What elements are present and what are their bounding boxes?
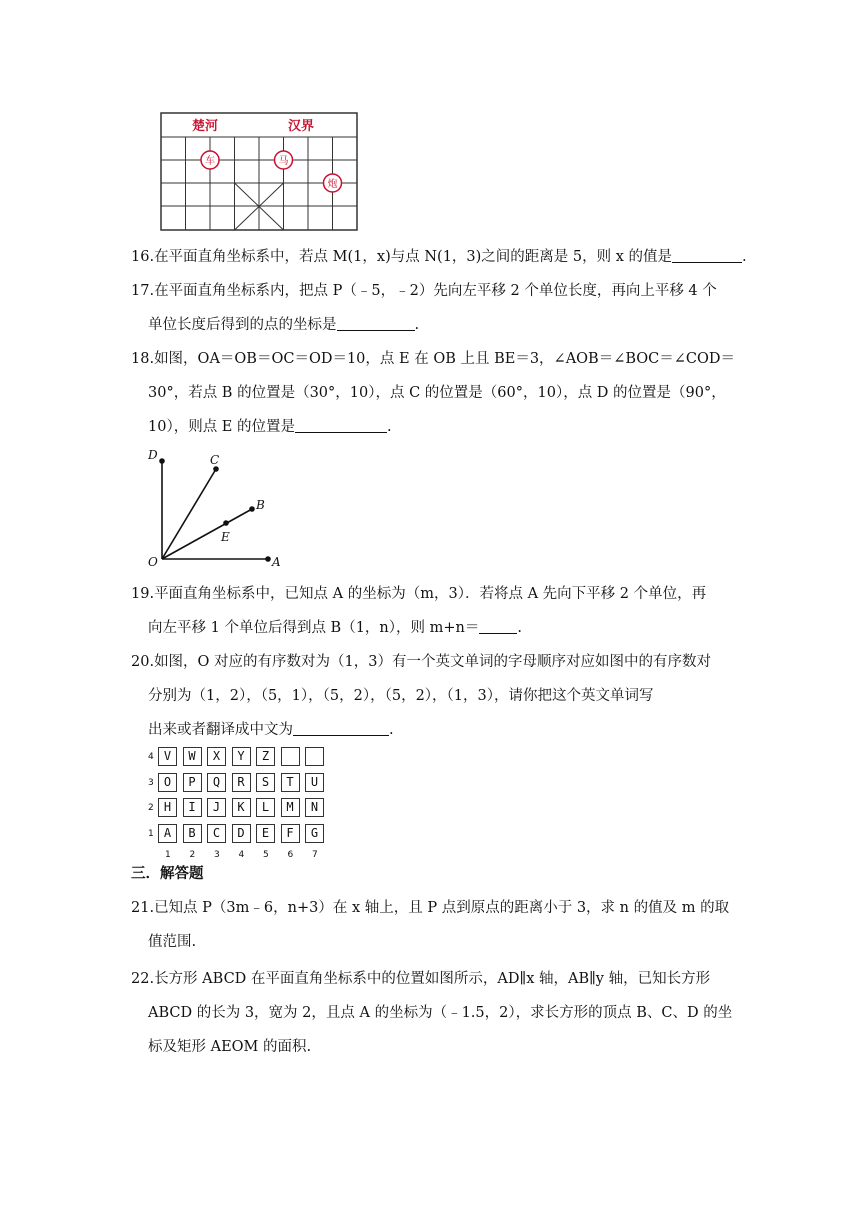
- angle-figure: [140, 445, 290, 570]
- svg-text:车: 车: [205, 156, 215, 167]
- period: .: [742, 249, 747, 265]
- answer-blank: [337, 314, 415, 331]
- question-text: 出来或者翻译成中文为: [148, 722, 293, 738]
- label-b: B: [256, 498, 265, 512]
- letter-cell: D: [232, 824, 251, 843]
- period: .: [387, 419, 392, 435]
- question-number: 16.: [131, 249, 155, 265]
- han-jie-label: 汉界: [288, 119, 315, 134]
- question-number: 22.: [131, 971, 155, 987]
- column-label: 6: [287, 850, 294, 860]
- letter-grid-figure: [146, 745, 346, 860]
- question-text: 长方形 ABCD 在平面直角坐标系中的位置如图所示，AD∥x 轴，AB∥y 轴，已知长方形: [154, 971, 711, 987]
- question-18: [131, 342, 736, 444]
- answer-blank: [479, 617, 517, 634]
- question-number: 20.: [131, 654, 155, 670]
- letter-cell: C: [207, 824, 226, 843]
- svg-text:炮: 炮: [327, 179, 338, 190]
- question-22: [131, 962, 731, 1064]
- label-o: O: [148, 555, 158, 569]
- letter-cell: F: [281, 824, 300, 843]
- question-text: 如图，O 对应的有序数对为（1，3）有一个英文单词的字母顺序对应如图中的有序数对: [154, 654, 712, 670]
- letter-cell: U: [305, 773, 324, 792]
- question-text: 向左平移 1 个单位后得到点 B（1，n），则 m+n＝: [148, 620, 480, 636]
- letter-cell: H: [158, 798, 177, 817]
- question-17: [131, 274, 731, 342]
- period: .: [414, 317, 420, 333]
- question-number: 17.: [131, 283, 155, 299]
- letter-cell: S: [256, 773, 275, 792]
- row-label: 3: [148, 777, 154, 788]
- question-16: [131, 240, 747, 274]
- letter-cell: Z: [256, 747, 275, 766]
- column-label: 5: [263, 850, 269, 860]
- chess-piece-pao: [324, 174, 342, 192]
- letter-cell: E: [256, 824, 275, 843]
- letter-cell: G: [305, 824, 324, 843]
- label-a: A: [272, 555, 281, 569]
- question-number: 18.: [131, 351, 155, 367]
- letter-cell: X: [207, 747, 226, 766]
- question-text: 单位长度后得到的点的坐标是: [148, 317, 337, 333]
- letter-cell: J: [207, 798, 226, 817]
- letter-cell: [305, 747, 324, 766]
- letter-cell: R: [232, 773, 251, 792]
- letter-cell: L: [256, 798, 275, 817]
- letter-cell: A: [158, 824, 177, 843]
- question-text: 平面直角坐标系中，已知点 A 的坐标为（m，3）．若将点 A 先向下平移 2 个单位，再: [154, 586, 707, 602]
- letter-cell: M: [281, 798, 300, 817]
- chess-piece-ma: [275, 151, 293, 169]
- chess-board-figure: [150, 108, 370, 233]
- row-label: 4: [148, 752, 154, 762]
- letter-cell: [281, 747, 300, 766]
- letter-cell: W: [183, 747, 202, 766]
- letter-cell: N: [305, 798, 324, 817]
- period: .: [389, 722, 394, 738]
- column-label: 1: [165, 850, 171, 860]
- letter-cell: Y: [232, 747, 251, 766]
- column-label: 7: [312, 850, 318, 860]
- period: .: [517, 620, 522, 636]
- column-label: 4: [238, 850, 245, 860]
- label-d: D: [148, 448, 158, 462]
- letter-cell: K: [232, 798, 251, 817]
- row-label: 2: [148, 803, 154, 813]
- letter-cell: O: [158, 773, 177, 792]
- chess-piece-che: [201, 151, 219, 169]
- section-heading: 三．解答题: [131, 866, 204, 882]
- answer-blank: [672, 246, 742, 263]
- chu-he-label: 楚河: [192, 119, 219, 134]
- question-text: 如图，OA＝OB＝OC＝OD＝10，点 E 在 OB 上且 BE＝3，∠AOB＝∠BOC＝∠COD＝: [154, 351, 736, 367]
- question-text: 已知点 P（3m﹣6，n+3）在 x 轴上，且 P 点到原点的距离小于 3，求 n 的值及 m 的取: [154, 900, 730, 916]
- column-label: 2: [189, 850, 196, 860]
- row-label: 1: [148, 828, 154, 839]
- svg-text:马: 马: [278, 156, 289, 167]
- column-label: 3: [214, 850, 220, 860]
- question-text: ABCD 的长为 3，宽为 2，且点 A 的坐标为（﹣1.5，2），求长方形的顶点 B、C、D 的坐: [148, 1005, 733, 1021]
- letter-cell: I: [183, 798, 202, 817]
- question-text: 30°，若点 B 的位置是（30°，10），点 C 的位置是（60°，10），点 D 的位置是（90°，: [148, 385, 726, 401]
- label-c: C: [210, 453, 220, 467]
- letter-cell: T: [281, 773, 300, 792]
- question-text: 值范围.: [148, 934, 197, 950]
- question-text: 在平面直角坐标系中，若点 M(1，x)与点 N(1，3)之间的距离是 5，则 x 的值是: [154, 249, 673, 265]
- question-19: [131, 577, 731, 645]
- letter-cell: V: [158, 747, 177, 766]
- answer-blank: [293, 719, 389, 736]
- question-20: [131, 645, 731, 747]
- question-number: 19.: [131, 586, 155, 602]
- label-e: E: [221, 530, 230, 544]
- question-number: 21.: [131, 900, 155, 916]
- question-text: 标及矩形 AEOM 的面积.: [148, 1039, 312, 1055]
- letter-cell: P: [183, 773, 202, 792]
- question-text: 10），则点 E 的位置是: [148, 419, 296, 435]
- answer-blank: [295, 416, 387, 433]
- letter-cell: Q: [207, 773, 226, 792]
- question-text: 分别为（1，2），（5，1），（5，2），（5，2），（1，3），请你把这个英文单词写: [148, 688, 654, 704]
- question-21: [131, 891, 731, 959]
- letter-cell: B: [183, 824, 202, 843]
- question-text: 在平面直角坐标系内，把点 P（﹣5，﹣2）先向左平移 2 个单位长度，再向上平移 4 个: [154, 283, 717, 299]
